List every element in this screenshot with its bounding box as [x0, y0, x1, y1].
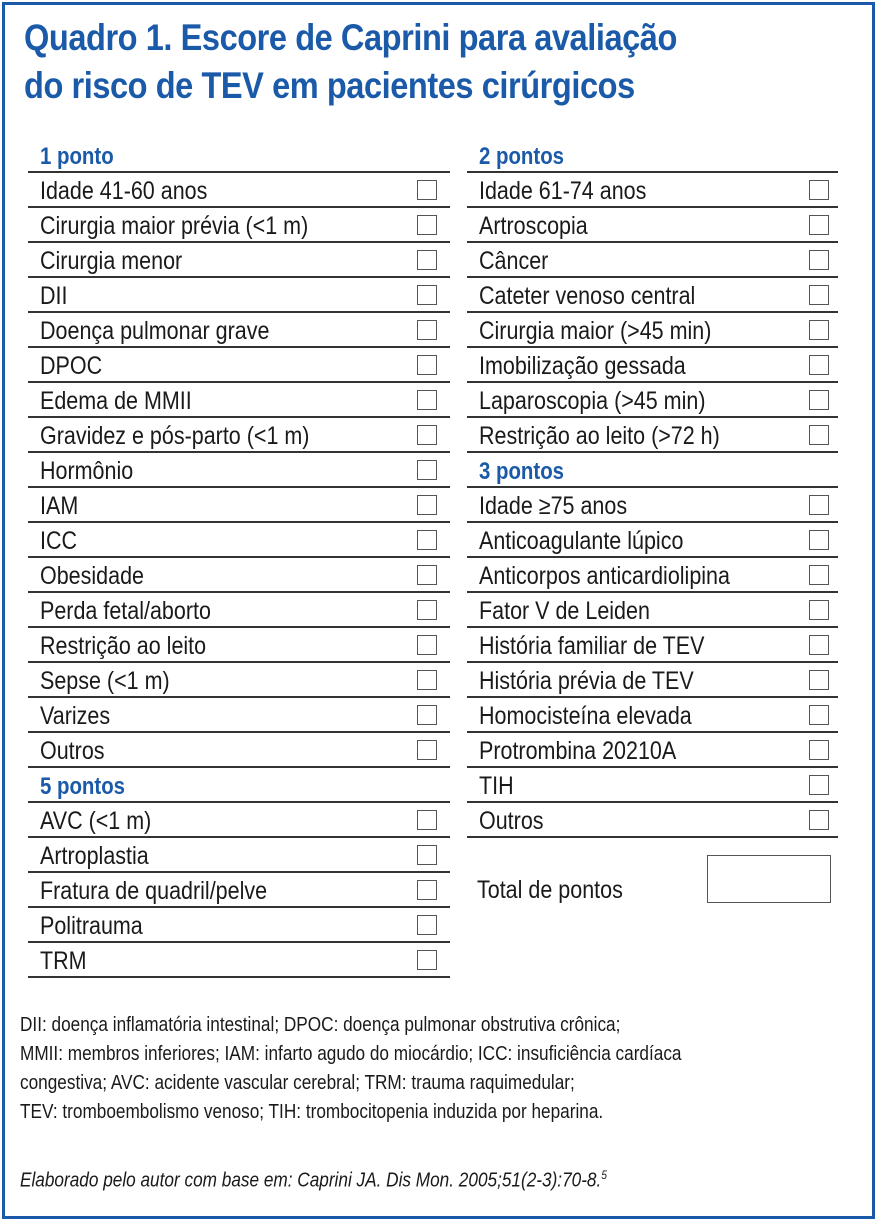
item-label: Artroscopia [479, 212, 588, 240]
list-item [28, 663, 450, 698]
list-item [467, 628, 838, 663]
item-checkbox[interactable] [417, 565, 437, 585]
item-checkbox[interactable] [417, 740, 437, 760]
item-checkbox[interactable] [417, 845, 437, 865]
item-label: DII [40, 282, 68, 310]
note-line: TEV: tromboembolismo venoso; TIH: trombocitopenia induzida por heparina. [20, 1101, 604, 1123]
item-label: Gravidez e pós-parto (<1 m) [40, 422, 310, 450]
abbreviation-notes [20, 1011, 846, 1127]
item-label: Varizes [40, 702, 111, 730]
list-item [28, 943, 450, 978]
item-label: Protrombina 20210A [479, 737, 677, 765]
item-checkbox[interactable] [417, 530, 437, 550]
list-item [28, 593, 450, 628]
item-label: Cirurgia maior prévia (<1 m) [40, 212, 309, 240]
source-credit [20, 1168, 846, 1193]
list-item [467, 733, 838, 768]
list-item [467, 488, 838, 523]
item-checkbox[interactable] [809, 810, 829, 830]
list-5-points [28, 803, 450, 978]
section-heading-2-points: 2 pontos [467, 138, 838, 173]
list-item [28, 453, 450, 488]
item-label: Doença pulmonar grave [40, 317, 270, 345]
item-checkbox[interactable] [809, 425, 829, 445]
item-checkbox[interactable] [809, 355, 829, 375]
list-item [467, 418, 838, 453]
left-column [28, 138, 450, 978]
note-line: congestiva; AVC: acidente vascular cerebral; TRM: trauma raquimedular; [20, 1072, 575, 1094]
list-item [28, 418, 450, 453]
item-checkbox[interactable] [417, 390, 437, 410]
list-item [467, 348, 838, 383]
item-label: Artroplastia [40, 842, 149, 870]
item-label: AVC (<1 m) [40, 807, 152, 835]
list-item [467, 278, 838, 313]
item-label: Cateter venoso central [479, 282, 696, 310]
item-label: ICC [40, 527, 78, 555]
item-checkbox[interactable] [417, 215, 437, 235]
item-checkbox[interactable] [417, 250, 437, 270]
list-item [467, 768, 838, 803]
section-heading-3-points: 3 pontos [467, 453, 838, 488]
list-item [467, 208, 838, 243]
item-label: Restrição ao leito [40, 632, 207, 660]
item-checkbox[interactable] [417, 355, 437, 375]
item-checkbox[interactable] [417, 950, 437, 970]
list-item [28, 383, 450, 418]
item-label: Obesidade [40, 562, 145, 590]
section-heading-1-point: 1 ponto [28, 138, 450, 173]
list-item [467, 663, 838, 698]
list-item [28, 488, 450, 523]
list-item [28, 523, 450, 558]
item-checkbox[interactable] [809, 740, 829, 760]
list-item [467, 558, 838, 593]
title-line-1: Quadro 1. Escore de Caprini para avaliação [24, 17, 677, 58]
list-item [28, 908, 450, 943]
list-item [28, 243, 450, 278]
list-item [28, 698, 450, 733]
item-checkbox[interactable] [417, 600, 437, 620]
item-checkbox[interactable] [809, 250, 829, 270]
list-item [28, 208, 450, 243]
list-item [467, 243, 838, 278]
list-1-point [28, 173, 450, 768]
list-item [467, 313, 838, 348]
item-label: Anticorpos anticardiolipina [479, 562, 730, 590]
item-checkbox[interactable] [809, 180, 829, 200]
item-checkbox[interactable] [809, 635, 829, 655]
item-checkbox[interactable] [809, 705, 829, 725]
item-checkbox[interactable] [417, 810, 437, 830]
item-label: Fratura de quadril/pelve [40, 877, 268, 905]
item-checkbox[interactable] [417, 635, 437, 655]
item-label: Fator V de Leiden [479, 597, 650, 625]
item-checkbox[interactable] [809, 565, 829, 585]
item-checkbox[interactable] [809, 285, 829, 305]
total-points-label: Total de pontos [477, 876, 623, 904]
item-label: TRM [40, 947, 87, 975]
item-label: Edema de MMII [40, 387, 192, 415]
list-item [28, 173, 450, 208]
list-item [28, 873, 450, 908]
item-label: Hormônio [40, 457, 134, 485]
title-line-2: do risco de TEV em pacientes cirúrgicos [24, 65, 635, 106]
item-label: Homocisteína elevada [479, 702, 692, 730]
item-label: Cirurgia maior (>45 min) [479, 317, 712, 345]
credit-text: Elaborado pelo autor com base em: Caprini JA. Dis Mon. 2005;51(2-3):70-8. [20, 1169, 602, 1192]
note-line: DII: doença inflamatória intestinal; DPOC: doença pulmonar obstrutiva crônica; [20, 1014, 621, 1036]
item-label: Sepse (<1 m) [40, 667, 170, 695]
item-label: Imobilização gessada [479, 352, 686, 380]
item-label: Outros [40, 737, 105, 765]
list-item [467, 593, 838, 628]
item-label: Anticoagulante lúpico [479, 527, 684, 555]
item-label: Idade ≥75 anos [479, 492, 628, 520]
total-points-field[interactable] [707, 855, 831, 903]
item-checkbox[interactable] [809, 600, 829, 620]
list-item [28, 313, 450, 348]
note-line: MMII: membros inferiores; IAM: infarto agudo do miocárdio; ICC: insuficiência cardíaca [20, 1043, 682, 1065]
item-label: Cirurgia menor [40, 247, 183, 275]
item-label: Restrição ao leito (>72 h) [479, 422, 720, 450]
item-checkbox[interactable] [417, 320, 437, 340]
item-checkbox[interactable] [417, 705, 437, 725]
item-label: Perda fetal/aborto [40, 597, 211, 625]
credit-ref: 5 [601, 1168, 608, 1182]
item-checkbox[interactable] [417, 670, 437, 690]
item-checkbox[interactable] [417, 285, 437, 305]
item-checkbox[interactable] [809, 390, 829, 410]
item-checkbox[interactable] [809, 495, 829, 515]
list-item [28, 838, 450, 873]
list-item [28, 348, 450, 383]
item-checkbox[interactable] [809, 320, 829, 340]
list-item [467, 523, 838, 558]
item-label: Idade 41-60 anos [40, 177, 208, 205]
item-label: Laparoscopia (>45 min) [479, 387, 706, 415]
list-2-points [467, 173, 838, 453]
item-checkbox[interactable] [417, 915, 437, 935]
list-item [28, 558, 450, 593]
section-heading-5-points: 5 pontos [28, 768, 450, 803]
item-label: História familiar de TEV [479, 632, 705, 660]
item-checkbox[interactable] [417, 460, 437, 480]
item-checkbox[interactable] [417, 495, 437, 515]
list-item [467, 698, 838, 733]
item-checkbox[interactable] [417, 425, 437, 445]
item-checkbox[interactable] [417, 180, 437, 200]
item-label: Politrauma [40, 912, 143, 940]
list-item [28, 733, 450, 768]
item-checkbox[interactable] [809, 530, 829, 550]
item-checkbox[interactable] [809, 670, 829, 690]
item-label: História prévia de TEV [479, 667, 694, 695]
item-label: IAM [40, 492, 79, 520]
item-checkbox[interactable] [809, 775, 829, 795]
list-item [28, 628, 450, 663]
list-3-points [467, 488, 838, 838]
list-item [467, 383, 838, 418]
list-item [467, 803, 838, 838]
item-label: Câncer [479, 247, 549, 275]
list-item [467, 173, 838, 208]
page-title [24, 14, 746, 110]
item-label: DPOC [40, 352, 103, 380]
list-item [28, 803, 450, 838]
item-checkbox[interactable] [809, 215, 829, 235]
item-label: Outros [479, 807, 544, 835]
right-column [467, 138, 838, 838]
item-label: Idade 61-74 anos [479, 177, 647, 205]
item-label: TIH [479, 772, 514, 800]
item-checkbox[interactable] [417, 880, 437, 900]
list-item [28, 278, 450, 313]
